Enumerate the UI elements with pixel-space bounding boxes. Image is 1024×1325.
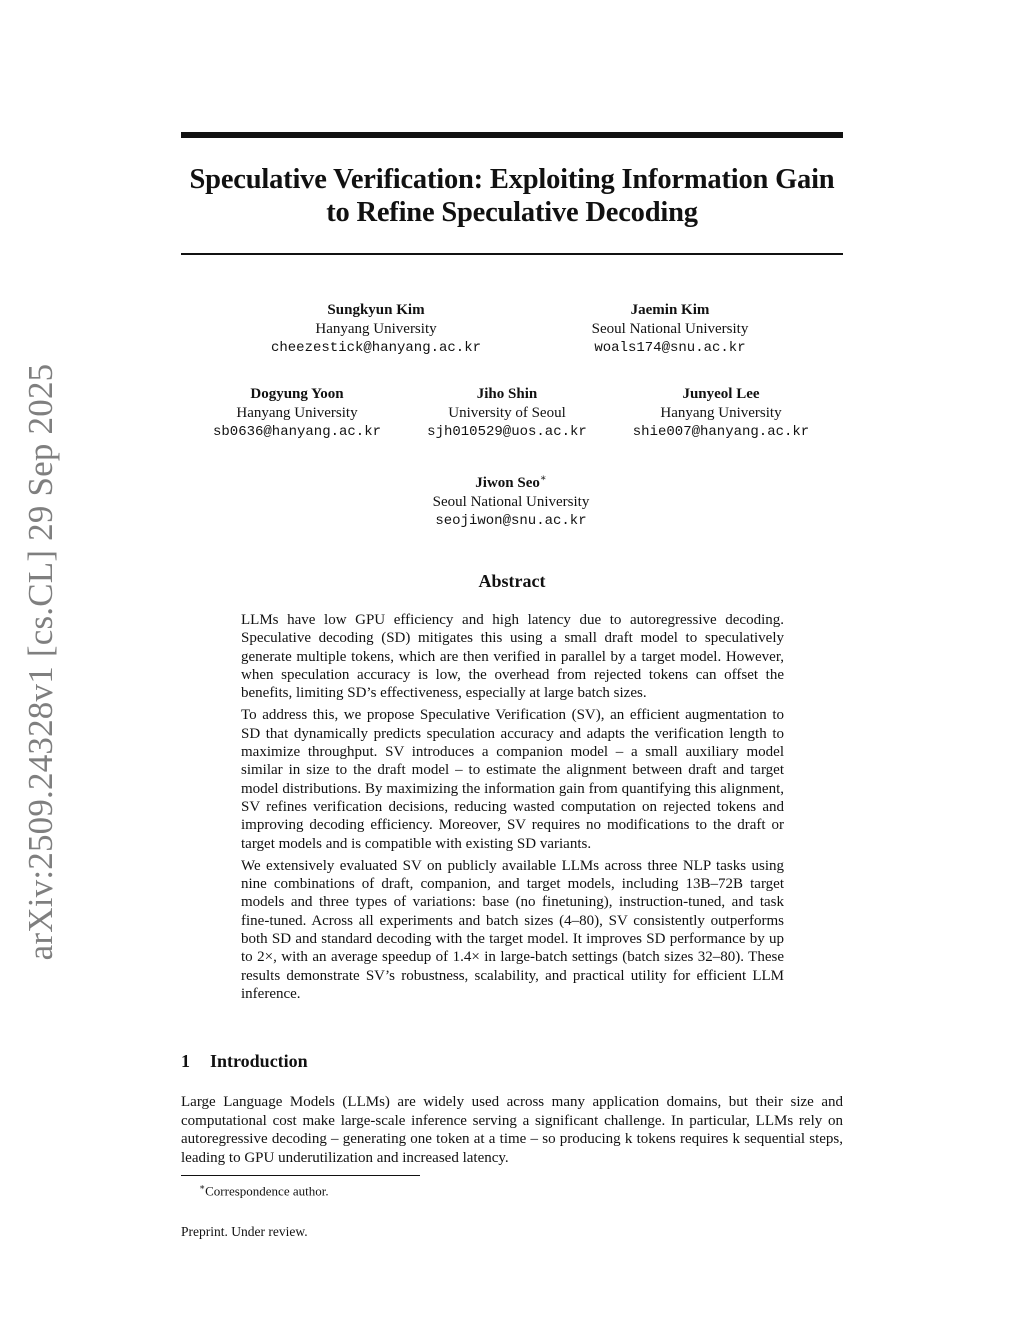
author-affiliation: Hanyang University [660,405,782,421]
abstract-heading: Abstract [478,571,546,591]
section-number: 1 [181,1051,190,1071]
author-affiliation: Seoul National University [591,321,749,337]
author-affiliation: Hanyang University [315,321,437,337]
arxiv-identifier: arXiv:2509.24328v1 [cs.CL] 29 Sep 2025 [21,363,60,961]
author-block [633,385,809,442]
author-block [427,385,587,442]
author-email: cheezestick@hanyang.ac.kr [270,340,482,356]
section-title: Introduction [210,1051,308,1071]
paper-title [181,163,843,229]
footnote-rule [181,1175,420,1176]
intro-paragraph: Large Language Models (LLMs) are widely used across many application domains, but their size and computational cost make large-scale inference serving a significant challenge. In particular, LLMs rely on autoregressive decoding – generating one token at a time – so producing k tokens requires k sequential steps, leading to GPU underutilization and increased latency. [181,1094,843,1166]
author-block [433,469,590,531]
author-name: Sungkyun Kim [327,302,425,318]
preprint-notice: Preprint. Under review. [181,1224,308,1239]
author-email: sjh010529@uos.ac.kr [427,424,587,440]
author-block [213,385,381,442]
title-line-1: Speculative Verification: Exploiting Information Gain [189,164,835,195]
author-email: sb0636@hanyang.ac.kr [212,424,382,440]
abstract-paragraph: We extensively evaluated SV on publicly available LLMs across three NLP tasks using nine combinations of draft, companion, and target models, including 13B–72B target models and three types of variations: base (no finetuning), instruction-tuned, and task fine-tuned. Across all experiments and batch sizes (4–80), SV consistently outperforms both SD and standard decoding with the target model. It improves SD performance by up to 2×, with an average speedup of 1.4× in large-batch settings (batch sizes 32–80). These results demonstrate SV’s robustness, scalability, and practical utility for efficient LLM inference. [241,857,784,1002]
author-email: woals174@snu.ac.kr [594,340,746,356]
footnote-marker: ∗ [199,1182,206,1192]
author-email: shie007@hanyang.ac.kr [632,424,810,440]
author-name: Jiwon Seo [475,475,540,491]
author-email: seojiwon@snu.ac.kr [435,513,587,529]
footnote [199,1179,329,1199]
corresponding-author-marker: ∗ [539,473,547,484]
title-line-2: to Refine Speculative Decoding [326,197,698,228]
author-name: Dogyung Yoon [250,386,344,402]
author-name: Jaemin Kim [630,302,710,318]
title-bottom-rule [181,253,843,255]
footnote-text: Correspondence author. [205,1183,329,1199]
section-heading [181,1051,308,1072]
author-affiliation: University of Seoul [448,405,566,421]
author-name: Jiho Shin [476,386,538,402]
title-top-rule [181,132,843,138]
author-affiliation: Seoul National University [432,494,590,510]
author-name-line [433,469,590,493]
author-name: Junyeol Lee [682,386,760,402]
abstract-body [241,611,784,1007]
abstract-paragraph: LLMs have low GPU efficiency and high latency due to autoregressive decoding. Speculative decoding (SD) mitigates this using a small draft model to speculatively generate multiple tokens, which are then verified in parallel by a target model. However, when speculation accuracy is low, the overhead from rejected tokens can offset the benefits, limiting SD’s effectiveness, especially at large batch sizes. [241,612,784,702]
abstract-paragraph: To address this, we propose Speculative Verification (SV), an efficient augmentation to SD that dynamically predicts speculation accuracy and adapts the verification length to maximize throughput. SV introduces a companion model – a small auxiliary model similar in size to the draft model – to estimate the alignment between draft and target model distributions. By maximizing the information gain from quantifying this alignment, SV refines verification decisions, reducing wasted computation on rejected tokens and improving decoding efficiency. Moreover, SV requires no modifications to the draft or target models and is compatible with existing SD variants. [241,707,784,852]
author-affiliation: Hanyang University [236,405,358,421]
author-block [592,301,749,358]
author-block [271,301,481,358]
